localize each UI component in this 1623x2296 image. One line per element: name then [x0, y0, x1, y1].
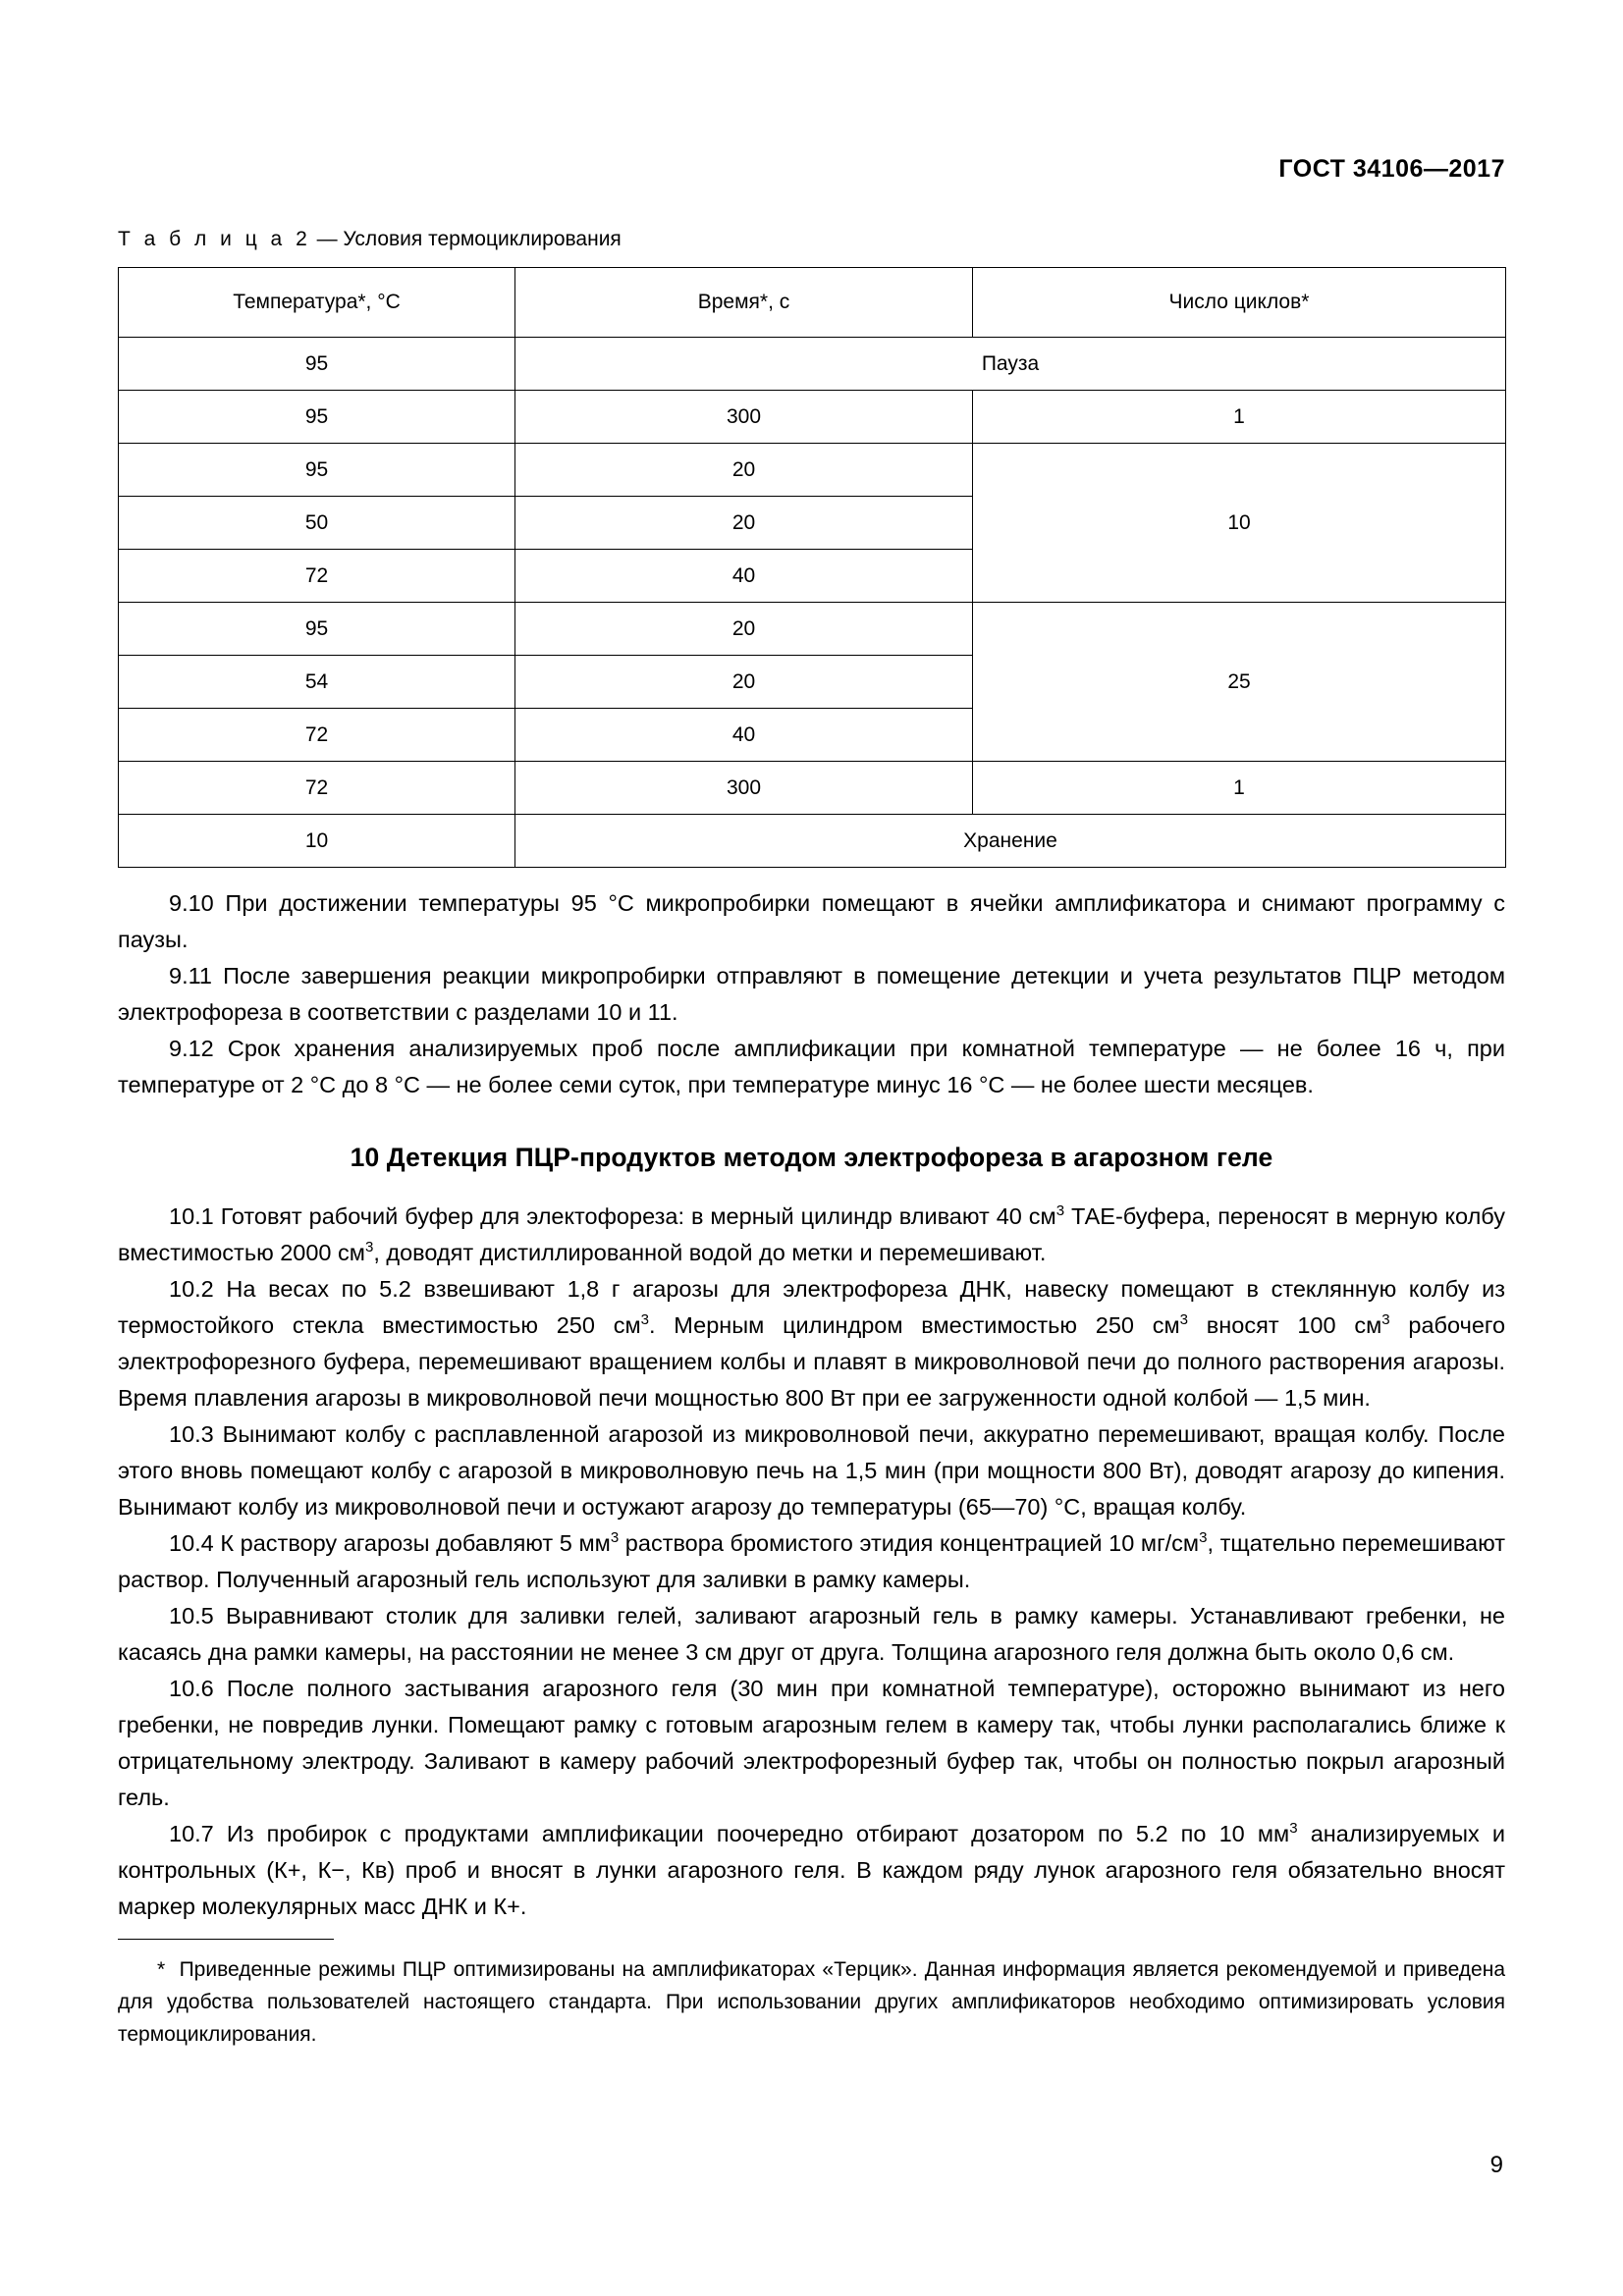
paragraph-10-2: [118, 1271, 1505, 1416]
paragraph-10-3-text: 10.3 Вынимают колбу с расплавленной агарозой из микроволновой печи, аккуратно перемешивают, вращая колбу. После этого вновь помещают колбу с агарозой в микроволновую печь на 1,5 мин (при мощности 800 Вт), доводят агарозу до кипения. Вынимают колбу из микроволновой печи и остужают агарозу до температуры (65—70) °С, вращая колбу.: [118, 1421, 1505, 1520]
cell-temperature: 72: [119, 709, 515, 762]
paragraph-10-2-text-b: . Мерным цилиндром вместимостью 250 см: [649, 1312, 1180, 1338]
paragraph-10-5-text: 10.5 Выравнивают столик для заливки гелей, заливают агарозный гель в рамку камеры. Устанавливают гребенки, не касаясь дна рамки камеры, на расстоянии не менее 3 см друг от друга. Толщина агарозного геля должна быть около 0,6 см.: [118, 1603, 1505, 1665]
column-header-time: Время*, с: [515, 268, 973, 338]
cell-cycles: 1: [973, 391, 1506, 444]
paragraph-10-6-text: 10.6 После полного застывания агарозного геля (30 мин при комнатной температуре), осторожно вынимают из него гребенки, не повредив лунки. Помещают рамку с готовым агарозным гелем в камеру так, чтобы лунки располагались ближе к отрицательному электроду. Заливают в камеру рабочий электрофорезный буфер так, чтобы он полностью покрыл агарозный гель.: [118, 1676, 1505, 1810]
paragraph-9-12: [118, 1031, 1505, 1103]
paragraph-10-2-text-d: рабочего электрофорезного буфера, перемешивают вращением колбы и плавят в микроволновой печи до полного растворения агарозы. Время плавления агарозы в микроволновой печи мощностью 800 Вт при ее загруженности одной колбой — 1,5 мин.: [118, 1312, 1506, 1411]
paragraph-10-1-text-a: 10.1 Готовят рабочий буфер для электофореза: в мерный цилиндр вливают 40 см: [169, 1203, 1056, 1229]
superscript-cubic: 3: [1055, 1202, 1065, 1220]
paragraph-10-1: [118, 1199, 1505, 1271]
table-row: [119, 815, 1506, 868]
cell-time: 300: [515, 762, 973, 815]
paragraph-10-4-text-c: , тщательно перемешивают раствор. Полученный агарозный гель используют для заливки в рамку камеры.: [118, 1530, 1505, 1592]
paragraph-10-5: [118, 1598, 1505, 1671]
cell-temperature: 72: [119, 762, 515, 815]
cell-temperature: 50: [119, 497, 515, 550]
table-caption-title: Условия термоциклирования: [343, 228, 622, 250]
superscript-cubic: 3: [1199, 1529, 1208, 1547]
superscript-cubic: 3: [1289, 1820, 1298, 1838]
cell-temperature: 72: [119, 550, 515, 603]
cell-merged-pause: Пауза: [515, 338, 1506, 391]
table-row: [119, 603, 1506, 656]
superscript-cubic: 3: [610, 1529, 620, 1547]
footnote-marker: *: [157, 1958, 166, 1981]
cell-time: 300: [515, 391, 973, 444]
thermocycling-conditions-table: [118, 267, 1506, 868]
cell-temperature: 95: [119, 391, 515, 444]
table-caption-label: Т а б л и ц а 2: [118, 228, 311, 250]
cell-time: 20: [515, 497, 973, 550]
cell-time: 20: [515, 444, 973, 497]
cell-temperature: 10: [119, 815, 515, 868]
footnote-separator: [118, 1939, 334, 1940]
cell-merged-storage: Хранение: [515, 815, 1506, 868]
paragraph-9-12-text: 9.12 Срок хранения анализируемых проб после амплификации при комнатной температуре — не более 16 ч, при температуре от 2 °С до 8 °С — не более семи суток, при температуре минус 16 °С — не более шести месяцев.: [118, 1036, 1505, 1097]
standard-reference-header: ГОСТ 34106—2017: [1278, 155, 1505, 183]
page-content: [118, 228, 1505, 2051]
paragraph-10-3: [118, 1416, 1505, 1525]
paragraph-10-2-text-c: вносят 100 см: [1188, 1312, 1382, 1338]
paragraph-10-7-text-a: 10.7 Из пробирок с продуктами амплификации поочередно отбирают дозатором по 5.2 по 10 мм: [169, 1821, 1290, 1846]
table-row: [119, 762, 1506, 815]
table-row: [119, 391, 1506, 444]
section-heading-10: 10 Детекция ПЦР-продуктов методом электрофореза в агарозном геле: [350, 1143, 1273, 1172]
table-caption-dash: —: [310, 228, 344, 250]
paragraph-10-4: [118, 1525, 1505, 1598]
cell-cycles: 10: [973, 444, 1506, 603]
paragraph-10-1-text-b: ТАЕ-буфера, переносят в мерную колбу вместимостью 2000 см: [118, 1203, 1505, 1265]
cell-time: 40: [515, 709, 973, 762]
paragraph-9-11-text: 9.11 После завершения реакции микропробирки отправляют в помещение детекции и учета результатов ПЦР методом электрофореза в соответствии с разделами 10 и 11.: [118, 963, 1505, 1025]
paragraph-10-2-text-a: 10.2 На весах по 5.2 взвешивают 1,8 г агарозы для электрофореза ДНК, навеску помещают в стеклянную колбу из термостойкого стекла вместимостью 250 см: [118, 1276, 1505, 1338]
paragraph-10-6: [118, 1671, 1505, 1816]
cell-time: 20: [515, 603, 973, 656]
column-header-temperature: Температура*, °С: [119, 268, 515, 338]
page-number: 9: [1489, 2152, 1503, 2178]
cell-temperature: 54: [119, 656, 515, 709]
table-caption: [118, 228, 1505, 251]
paragraph-10-7-text-b: анализируемых и контрольных (К+, К−, Кв) проб и вносят в лунки агарозного геля. В каждом ряду лунок агарозного геля обязательно вносят маркер молекулярных масс ДНК и К+.: [118, 1821, 1505, 1919]
footnote-text: Приведенные режимы ПЦР оптимизированы на амплификаторах «Терцик». Данная информация является рекомендуемой и приведена для удобства пользователей настоящего стандарта. При использовании других амплификаторов необходимо оптимизировать условия термоциклирования.: [118, 1958, 1505, 2046]
table-header-row: [119, 268, 1506, 338]
footnote-section: [118, 1939, 1505, 2051]
paragraph-9-11: [118, 958, 1505, 1031]
cell-cycles: 25: [973, 603, 1506, 762]
cell-time: 40: [515, 550, 973, 603]
table-row: [119, 444, 1506, 497]
cell-temperature: 95: [119, 338, 515, 391]
cell-temperature: 95: [119, 603, 515, 656]
paragraph-9-10: [118, 885, 1505, 958]
paragraph-10-4-text-b: раствора бромистого этидия концентрацией 10 мг/см: [619, 1530, 1200, 1556]
paragraph-10-4-text-a: 10.4 К раствору агарозы добавляют 5 мм: [169, 1530, 611, 1556]
superscript-cubic: 3: [640, 1311, 649, 1329]
cell-time: 20: [515, 656, 973, 709]
cell-temperature: 95: [119, 444, 515, 497]
superscript-cubic: 3: [1179, 1311, 1189, 1329]
paragraph-9-10-text: 9.10 При достижении температуры 95 °С микропробирки помещают в ячейки амплификатора и снимают программу с паузы.: [118, 890, 1505, 952]
paragraph-10-7: [118, 1816, 1505, 1925]
cell-cycles: 1: [973, 762, 1506, 815]
paragraph-10-1-text-c: , доводят дистиллированной водой до метки и перемешивают.: [373, 1240, 1047, 1265]
footnote: [118, 1953, 1505, 2051]
superscript-cubic: 3: [364, 1239, 374, 1256]
table-row: [119, 338, 1506, 391]
column-header-cycles: Число циклов*: [973, 268, 1506, 338]
superscript-cubic: 3: [1381, 1311, 1390, 1329]
